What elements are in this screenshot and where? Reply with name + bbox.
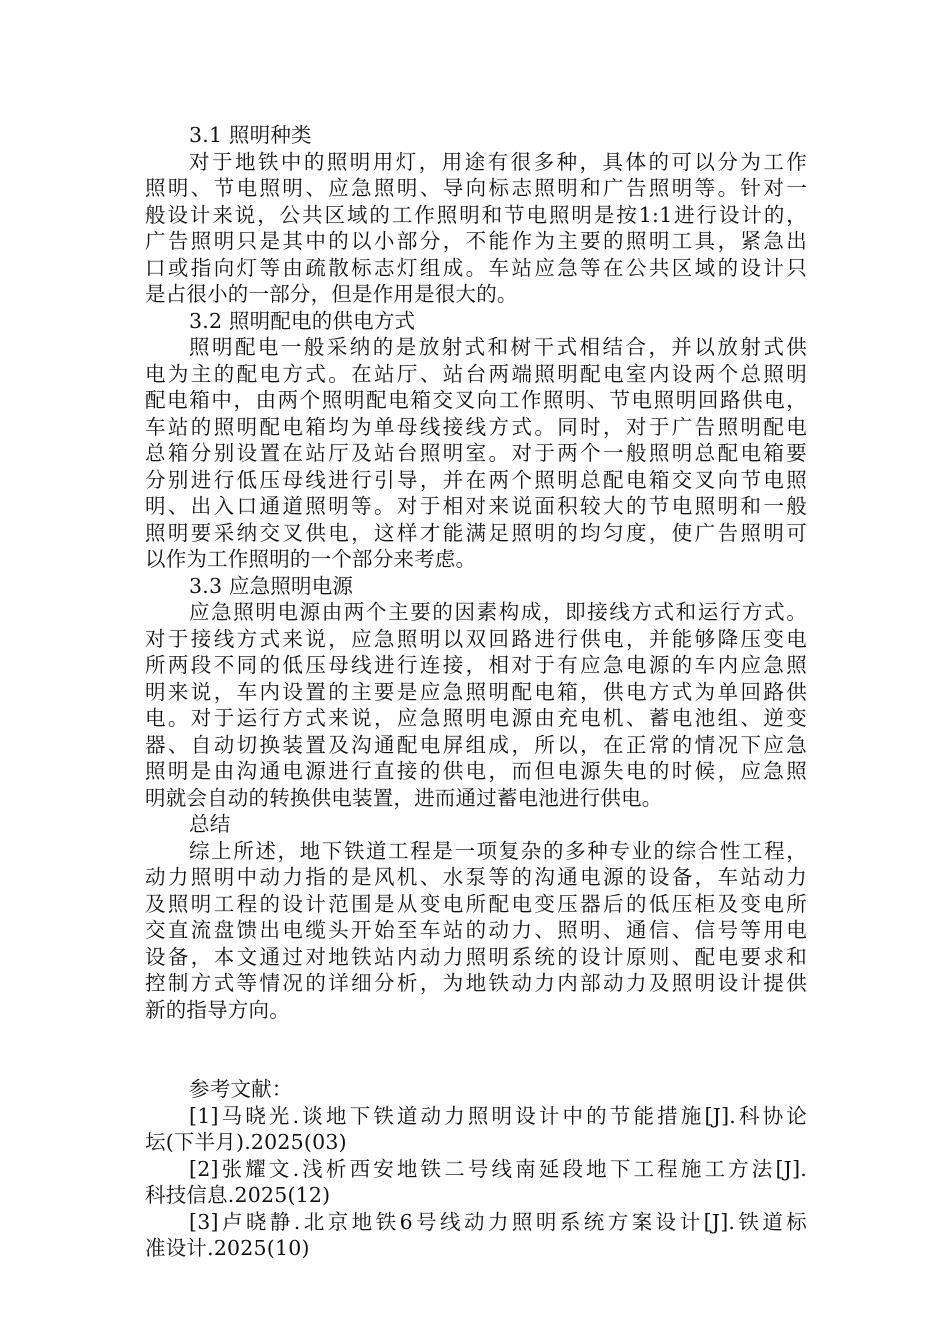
reference-line: 准设计.2025(10) <box>145 1236 310 1260</box>
paragraph-line: 交直流盘馈出电缆头开始至车站的动力、照明、通信、信号等用电 <box>145 918 807 942</box>
section <box>145 573 807 812</box>
paragraph-line: 以作为工作照明的一个部分来考虑。 <box>145 547 477 571</box>
paragraph-line: 控制方式等情况的详细分析，为地铁动力内部动力及照明设计提供 <box>145 971 807 995</box>
paragraph-line: 设备，本文通过对地铁站内动力照明系统的设计原则、配电要求和 <box>145 944 807 969</box>
section-gap <box>145 1023 807 1076</box>
references-heading: 参考文献： <box>189 1077 293 1101</box>
references-section <box>145 1076 807 1262</box>
paragraph-line: 器、自动切换装置及沟通配电屏组成，所以，在正常的情况下应急 <box>145 732 807 757</box>
paragraph-line: 照明配电一般采纳的是放射式和树干式相结合，并以放射式供 <box>189 335 807 359</box>
paragraph-line: 电为主的配电方式。在站厅、站台两端照明配电室内设两个总照明 <box>145 361 807 386</box>
section <box>145 308 807 573</box>
document-page <box>145 122 807 1262</box>
paragraph-line: 照明、节电照明、应急照明、导向标志照明和广告照明等。针对一 <box>145 176 807 200</box>
paragraph-line: 照明要采纳交叉供电，这样才能满足照明的均匀度，使广告照明可 <box>145 520 807 545</box>
body-content <box>145 122 807 1023</box>
paragraph-line: 车站的照明配电箱均为单母线接线方式。同时，对于广告照明配电 <box>145 414 807 439</box>
reference-line: 坛(下半月).2025(03) <box>145 1130 347 1154</box>
section-heading: 总结 <box>189 812 231 836</box>
paragraph-line: 照明是由沟通电源进行直接的供电，而但电源失电的时候，应急照 <box>145 759 807 783</box>
paragraph-line: 动力照明中动力指的是风机、水泵等的沟通电源的设备，车站动力 <box>145 865 807 889</box>
reference-line: [3]卢晓静.北京地铁6号线动力照明系统方案设计[J].铁道标 <box>189 1209 807 1234</box>
reference-line: 科技信息.2025(12) <box>145 1183 331 1207</box>
paragraph-line: 总箱分别设置在站厅及站台照明室。对于两个一般照明总配电箱要 <box>145 441 807 465</box>
paragraph-line: 般设计来说，公共区域的工作照明和节电照明是按1:1进行设计的， <box>145 202 807 227</box>
paragraph-line: 明、出入口通道照明等。对于相对来说面积较大的节电照明和一般 <box>145 494 807 518</box>
paragraph-line: 对于地铁中的照明用灯，用途有很多种，具体的可以分为工作 <box>189 149 807 174</box>
paragraph-line: 明来说，车内设置的主要是应急照明配电箱，供电方式为单回路供 <box>145 679 807 704</box>
paragraph-line: 口或指向灯等由疏散标志灯组成。车站应急等在公共区域的设计只 <box>145 255 807 280</box>
reference-line: [1]马晓光.谈地下铁道动力照明设计中的节能措施[J].科协论 <box>189 1103 807 1128</box>
reference-line: [2]张耀文.浅析西安地铁二号线南延段地下工程施工方法[J]. <box>189 1156 807 1181</box>
section-heading: 3.2 照明配电的供电方式 <box>189 308 416 333</box>
paragraph-line: 电。对于运行方式来说，应急照明电源由充电机、蓄电池组、逆变 <box>145 706 807 730</box>
section-heading: 3.3 应急照明电源 <box>189 573 354 598</box>
paragraph-line: 所两段不同的低压母线进行连接，相对于有应急电源的车内应急照 <box>145 653 807 677</box>
section <box>145 122 807 308</box>
paragraph-line: 分别进行低压母线进行引导，并在两个照明总配电箱交叉向节电照 <box>145 467 807 492</box>
paragraph-line: 广告照明只是其中的以小部分，不能作为主要的照明工具，紧急出 <box>145 229 807 253</box>
paragraph-line: 是占很小的一部分，但是作用是很大的。 <box>145 282 518 306</box>
paragraph-line: 明就会自动的转换供电装置，进而通过蓄电池进行供电。 <box>145 785 663 810</box>
paragraph-line: 新的指导方向。 <box>145 997 290 1022</box>
paragraph-line: 及照明工程的设计范围是从变电所配电变压器后的低压柜及变电所 <box>145 891 807 916</box>
paragraph-line: 应急照明电源由两个主要的因素构成，即接线方式和运行方式。 <box>189 600 807 624</box>
paragraph-line: 配电箱中，由两个照明配电箱交叉向工作照明、节电照明回路供电， <box>145 388 807 412</box>
section <box>145 811 807 1023</box>
section-heading: 3.1 照明种类 <box>189 123 312 147</box>
paragraph-line: 综上所述，地下铁道工程是一项复杂的多种专业的综合性工程， <box>189 838 807 863</box>
paragraph-line: 对于接线方式来说，应急照明以双回路进行供电，并能够降压变电 <box>145 626 807 651</box>
